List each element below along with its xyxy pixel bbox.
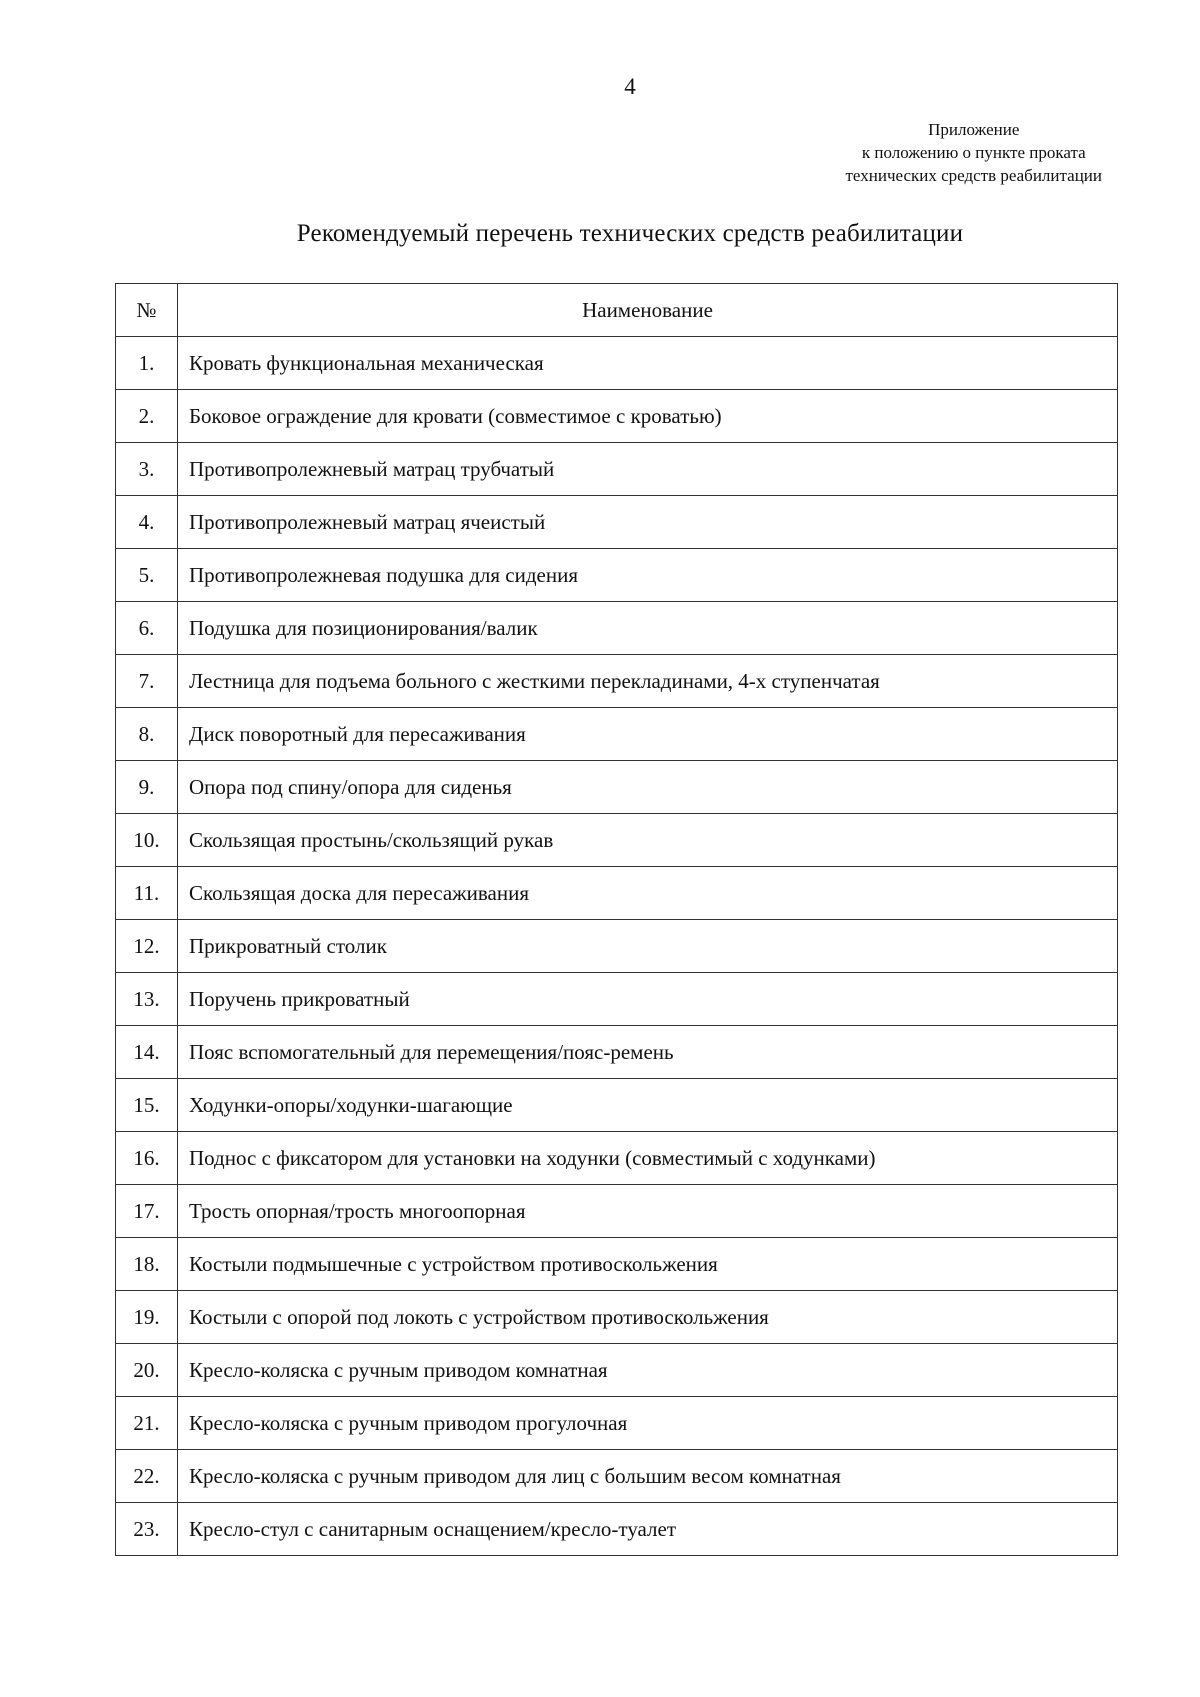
table-row	[116, 1397, 1118, 1450]
row-number: 12.	[116, 920, 178, 973]
table-row	[116, 867, 1118, 920]
table-row	[116, 1238, 1118, 1291]
row-name: Подушка для позиционирования/валик	[178, 602, 1118, 655]
table-row	[116, 1026, 1118, 1079]
rehabilitation-equipment-table	[115, 283, 1118, 1556]
row-number: 4.	[116, 496, 178, 549]
table-row	[116, 337, 1118, 390]
table-row	[116, 973, 1118, 1026]
row-number: 2.	[116, 390, 178, 443]
appendix-note	[846, 118, 1103, 187]
row-number: 14.	[116, 1026, 178, 1079]
table-row	[116, 1185, 1118, 1238]
row-name: Противопролежневый матрац трубчатый	[178, 443, 1118, 496]
row-number: 13.	[116, 973, 178, 1026]
header-name: Наименование	[178, 284, 1118, 337]
table-row	[116, 655, 1118, 708]
table-row	[116, 496, 1118, 549]
row-name: Пояс вспомогательный для перемещения/пояс-ремень	[178, 1026, 1118, 1079]
table-row	[116, 814, 1118, 867]
table-row	[116, 708, 1118, 761]
page-number: 4	[624, 74, 636, 99]
row-name: Кресло-коляска с ручным приводом комнатная	[178, 1344, 1118, 1397]
table-row	[116, 602, 1118, 655]
table-row	[116, 1132, 1118, 1185]
row-number: 9.	[116, 761, 178, 814]
row-name: Прикроватный столик	[178, 920, 1118, 973]
row-number: 3.	[116, 443, 178, 496]
table-header-row	[116, 284, 1118, 337]
appendix-line-2: к положению о пункте проката	[861, 143, 1086, 162]
row-name: Скользящая простынь/скользящий рукав	[178, 814, 1118, 867]
row-name: Поднос с фиксатором для установки на ходунки (совместимый с ходунками)	[178, 1132, 1118, 1185]
row-number: 1.	[116, 337, 178, 390]
table-body	[116, 337, 1118, 1556]
row-number: 22.	[116, 1450, 178, 1503]
row-name: Скользящая доска для пересаживания	[178, 867, 1118, 920]
row-name: Кресло-стул с санитарным оснащением/кресло-туалет	[178, 1503, 1118, 1556]
table-row	[116, 1291, 1118, 1344]
row-number: 18.	[116, 1238, 178, 1291]
table-row	[116, 1503, 1118, 1556]
row-name: Ходунки-опоры/ходунки-шагающие	[178, 1079, 1118, 1132]
row-number: 19.	[116, 1291, 178, 1344]
row-number: 7.	[116, 655, 178, 708]
row-number: 10.	[116, 814, 178, 867]
row-number: 21.	[116, 1397, 178, 1450]
row-name: Костыли с опорой под локоть с устройством противоскольжения	[178, 1291, 1118, 1344]
row-name: Костыли подмышечные с устройством противоскольжения	[178, 1238, 1118, 1291]
row-name: Трость опорная/трость многоопорная	[178, 1185, 1118, 1238]
row-number: 23.	[116, 1503, 178, 1556]
row-name: Боковое ограждение для кровати (совместимое с кроватью)	[178, 390, 1118, 443]
row-name: Опора под спину/опора для сиденья	[178, 761, 1118, 814]
row-number: 20.	[116, 1344, 178, 1397]
table-row	[116, 443, 1118, 496]
header-number: №	[116, 284, 178, 337]
document-title: Рекомендуемый перечень технических средств реабилитации	[296, 220, 964, 247]
row-name: Кровать функциональная механическая	[178, 337, 1118, 390]
appendix-line-3: технических средств реабилитации	[845, 166, 1102, 185]
row-name: Кресло-коляска с ручным приводом для лиц с большим весом комнатная	[178, 1450, 1118, 1503]
row-name: Противопролежневая подушка для сидения	[178, 549, 1118, 602]
table-row	[116, 1344, 1118, 1397]
row-number: 8.	[116, 708, 178, 761]
table-row	[116, 390, 1118, 443]
table-row	[116, 920, 1118, 973]
row-number: 16.	[116, 1132, 178, 1185]
table-row	[116, 1450, 1118, 1503]
row-name: Диск поворотный для пересаживания	[178, 708, 1118, 761]
row-number: 15.	[116, 1079, 178, 1132]
row-number: 17.	[116, 1185, 178, 1238]
appendix-line-1: Приложение	[928, 120, 1020, 139]
row-number: 11.	[116, 867, 178, 920]
row-number: 6.	[116, 602, 178, 655]
table-row	[116, 1079, 1118, 1132]
row-name: Противопролежневый матрац ячеистый	[178, 496, 1118, 549]
row-name: Кресло-коляска с ручным приводом прогулочная	[178, 1397, 1118, 1450]
row-number: 5.	[116, 549, 178, 602]
row-name: Поручень прикроватный	[178, 973, 1118, 1026]
table-row	[116, 549, 1118, 602]
table-row	[116, 761, 1118, 814]
row-name: Лестница для подъема больного с жесткими перекладинами, 4-х ступенчатая	[178, 655, 1118, 708]
